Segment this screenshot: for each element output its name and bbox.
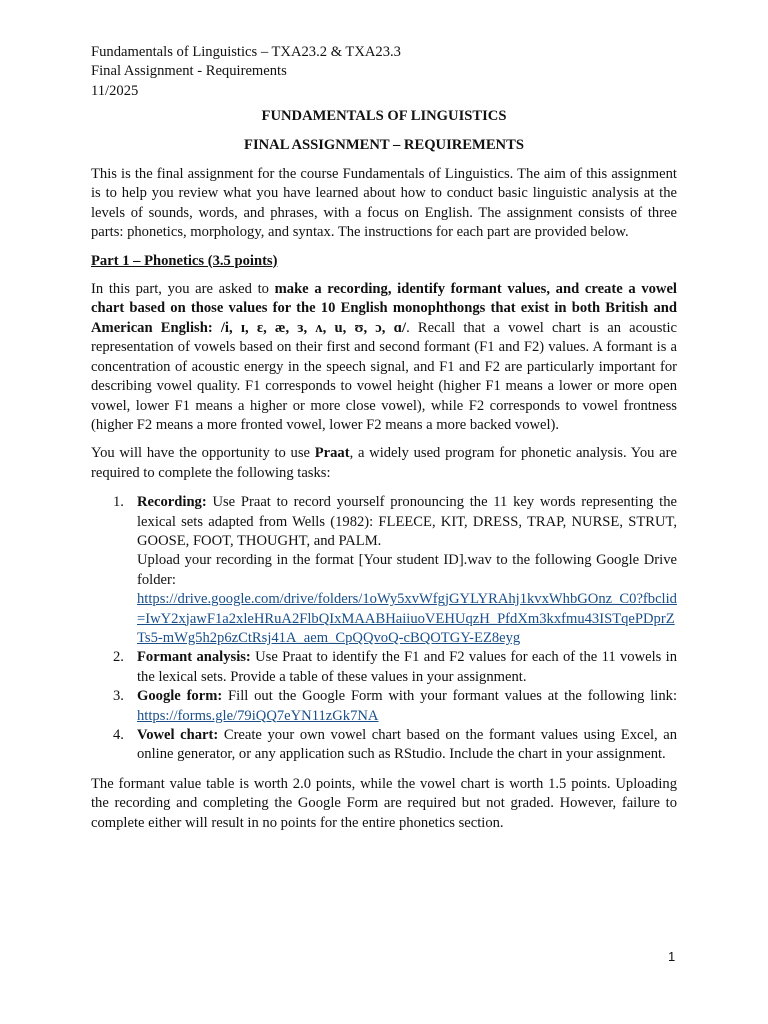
task-text: Fill out the Google Form with your formant values at the following link:	[222, 688, 677, 705]
task-item-formant-analysis	[91, 648, 677, 687]
intro-paragraph: This is the final assignment for the course Fundamentals of Linguistics. The aim of this assignment is to help you review what you have learned about how to conduct basic linguistic analysis at the levels of sounds, words, and phrases, with a focus on English. The assignment consists of three parts: phonetics, morphology, and syntax. The instructions for each part are provided below.	[91, 166, 677, 241]
task-list	[91, 493, 677, 765]
p1-bold-text: make a recording, identify formant values, and create a vowel chart based on those values for the 10 English monophthongs that exist in both British and American English: /i, ɪ, ɛ, æ, ɜ, ʌ, u, ʊ, ɔ, ɑ/	[91, 281, 677, 336]
header-assignment-line: Final Assignment - Requirements	[91, 63, 287, 80]
task-number: 2.	[113, 649, 124, 666]
grading-paragraph: The formant value table is worth 2.0 points, while the vowel chart is worth 1.5 points. Uploading the recording and completing the Google Form are required but not graded. However, failure to complete either will result in no points for the entire phonetics section.	[91, 775, 677, 831]
document-subtitle: FINAL ASSIGNMENT – REQUIREMENTS	[244, 136, 524, 153]
task-label: Recording:	[137, 494, 207, 511]
document-title: FUNDAMENTALS OF LINGUISTICS	[261, 108, 507, 125]
task-label: Vowel chart:	[137, 727, 219, 743]
task-item-recording	[91, 493, 677, 648]
google-form-link[interactable]: https://forms.gle/79iQQ7eYN11zGk7NA	[137, 707, 379, 724]
task-number: 1.	[113, 494, 124, 511]
page-number: 1	[668, 949, 676, 964]
document-page	[91, 43, 677, 833]
p2-lead-text: You will have the opportunity to use	[91, 445, 315, 462]
p1-lead-text: In this part, you are asked to	[91, 281, 275, 298]
task-item-google-form	[91, 687, 677, 726]
task-text: Use Praat to identify the F1 and F2 values for each of the 11 vowels in the lexical sets. Provide a table of these values in your assignment.	[137, 649, 677, 685]
p1-rest-text: . Recall that a vowel chart is an acoustic representation of vowels based on their first and second formant (F1 and F2) values. A formant is a concentration of acoustic energy in the speech signal, and F1 and F2 are particularly important for describing vowel quality. F1 corresponds to vowel height (higher F1 means a lower or more open vowel, lower F1 means a higher or more close vowel), while F2 corresponds to vowel frontness (higher F2 means a more fronted vowel, lower F2 means a more backed vowel).	[91, 319, 677, 433]
task-label: Formant analysis:	[137, 649, 251, 666]
praat-paragraph	[91, 444, 677, 483]
task-upload-text: Upload your recording in the format [Your student ID].wav to the following Google Drive folder:	[137, 552, 677, 588]
task-item-vowel-chart	[91, 726, 677, 765]
task-text: Use Praat to record yourself pronouncing the 11 key words representing the lexical sets adapted from Wells (1982): FLEECE, KIT, DRESS, TRAP, NURSE, STRUT, GOOSE, FOOT, THOUGHT, and PALM.	[137, 494, 677, 549]
praat-bold-text: Praat	[314, 445, 350, 462]
header-course-line: Fundamentals of Linguistics – TXA23.2 & TXA23.3	[91, 44, 401, 60]
task-label: Google form:	[137, 688, 223, 705]
drive-folder-link[interactable]: https://drive.google.com/drive/folders/1oWy5xvWfgjGYLYRAhj1kvxWhbGOnz_C0?fbclid=IwY2xjawF1a2xleHRuA2FlbQIxMAABHaiiuoVEHUqzH_PfdXm3kxfmu43ISTqePDprZTs5-mWg5h2p6zCtRsj41A_aem_CpQQvoQ-cBQOTGY-EZ8eyg	[137, 591, 677, 646]
part1-instructions-paragraph	[91, 280, 677, 435]
task-number: 4.	[113, 727, 124, 743]
header-date-line: 11/2025	[91, 82, 139, 99]
part1-heading: Part 1 – Phonetics (3.5 points)	[91, 252, 278, 269]
task-text: Create your own vowel chart based on the formant values using Excel, an online generator, or any application such as RStudio. Include the chart in your assignment.	[137, 727, 678, 763]
p2-rest-text: , a widely used program for phonetic analysis. You are required to complete the following tasks:	[91, 445, 677, 481]
document-header	[91, 43, 677, 101]
task-number: 3.	[113, 688, 124, 705]
